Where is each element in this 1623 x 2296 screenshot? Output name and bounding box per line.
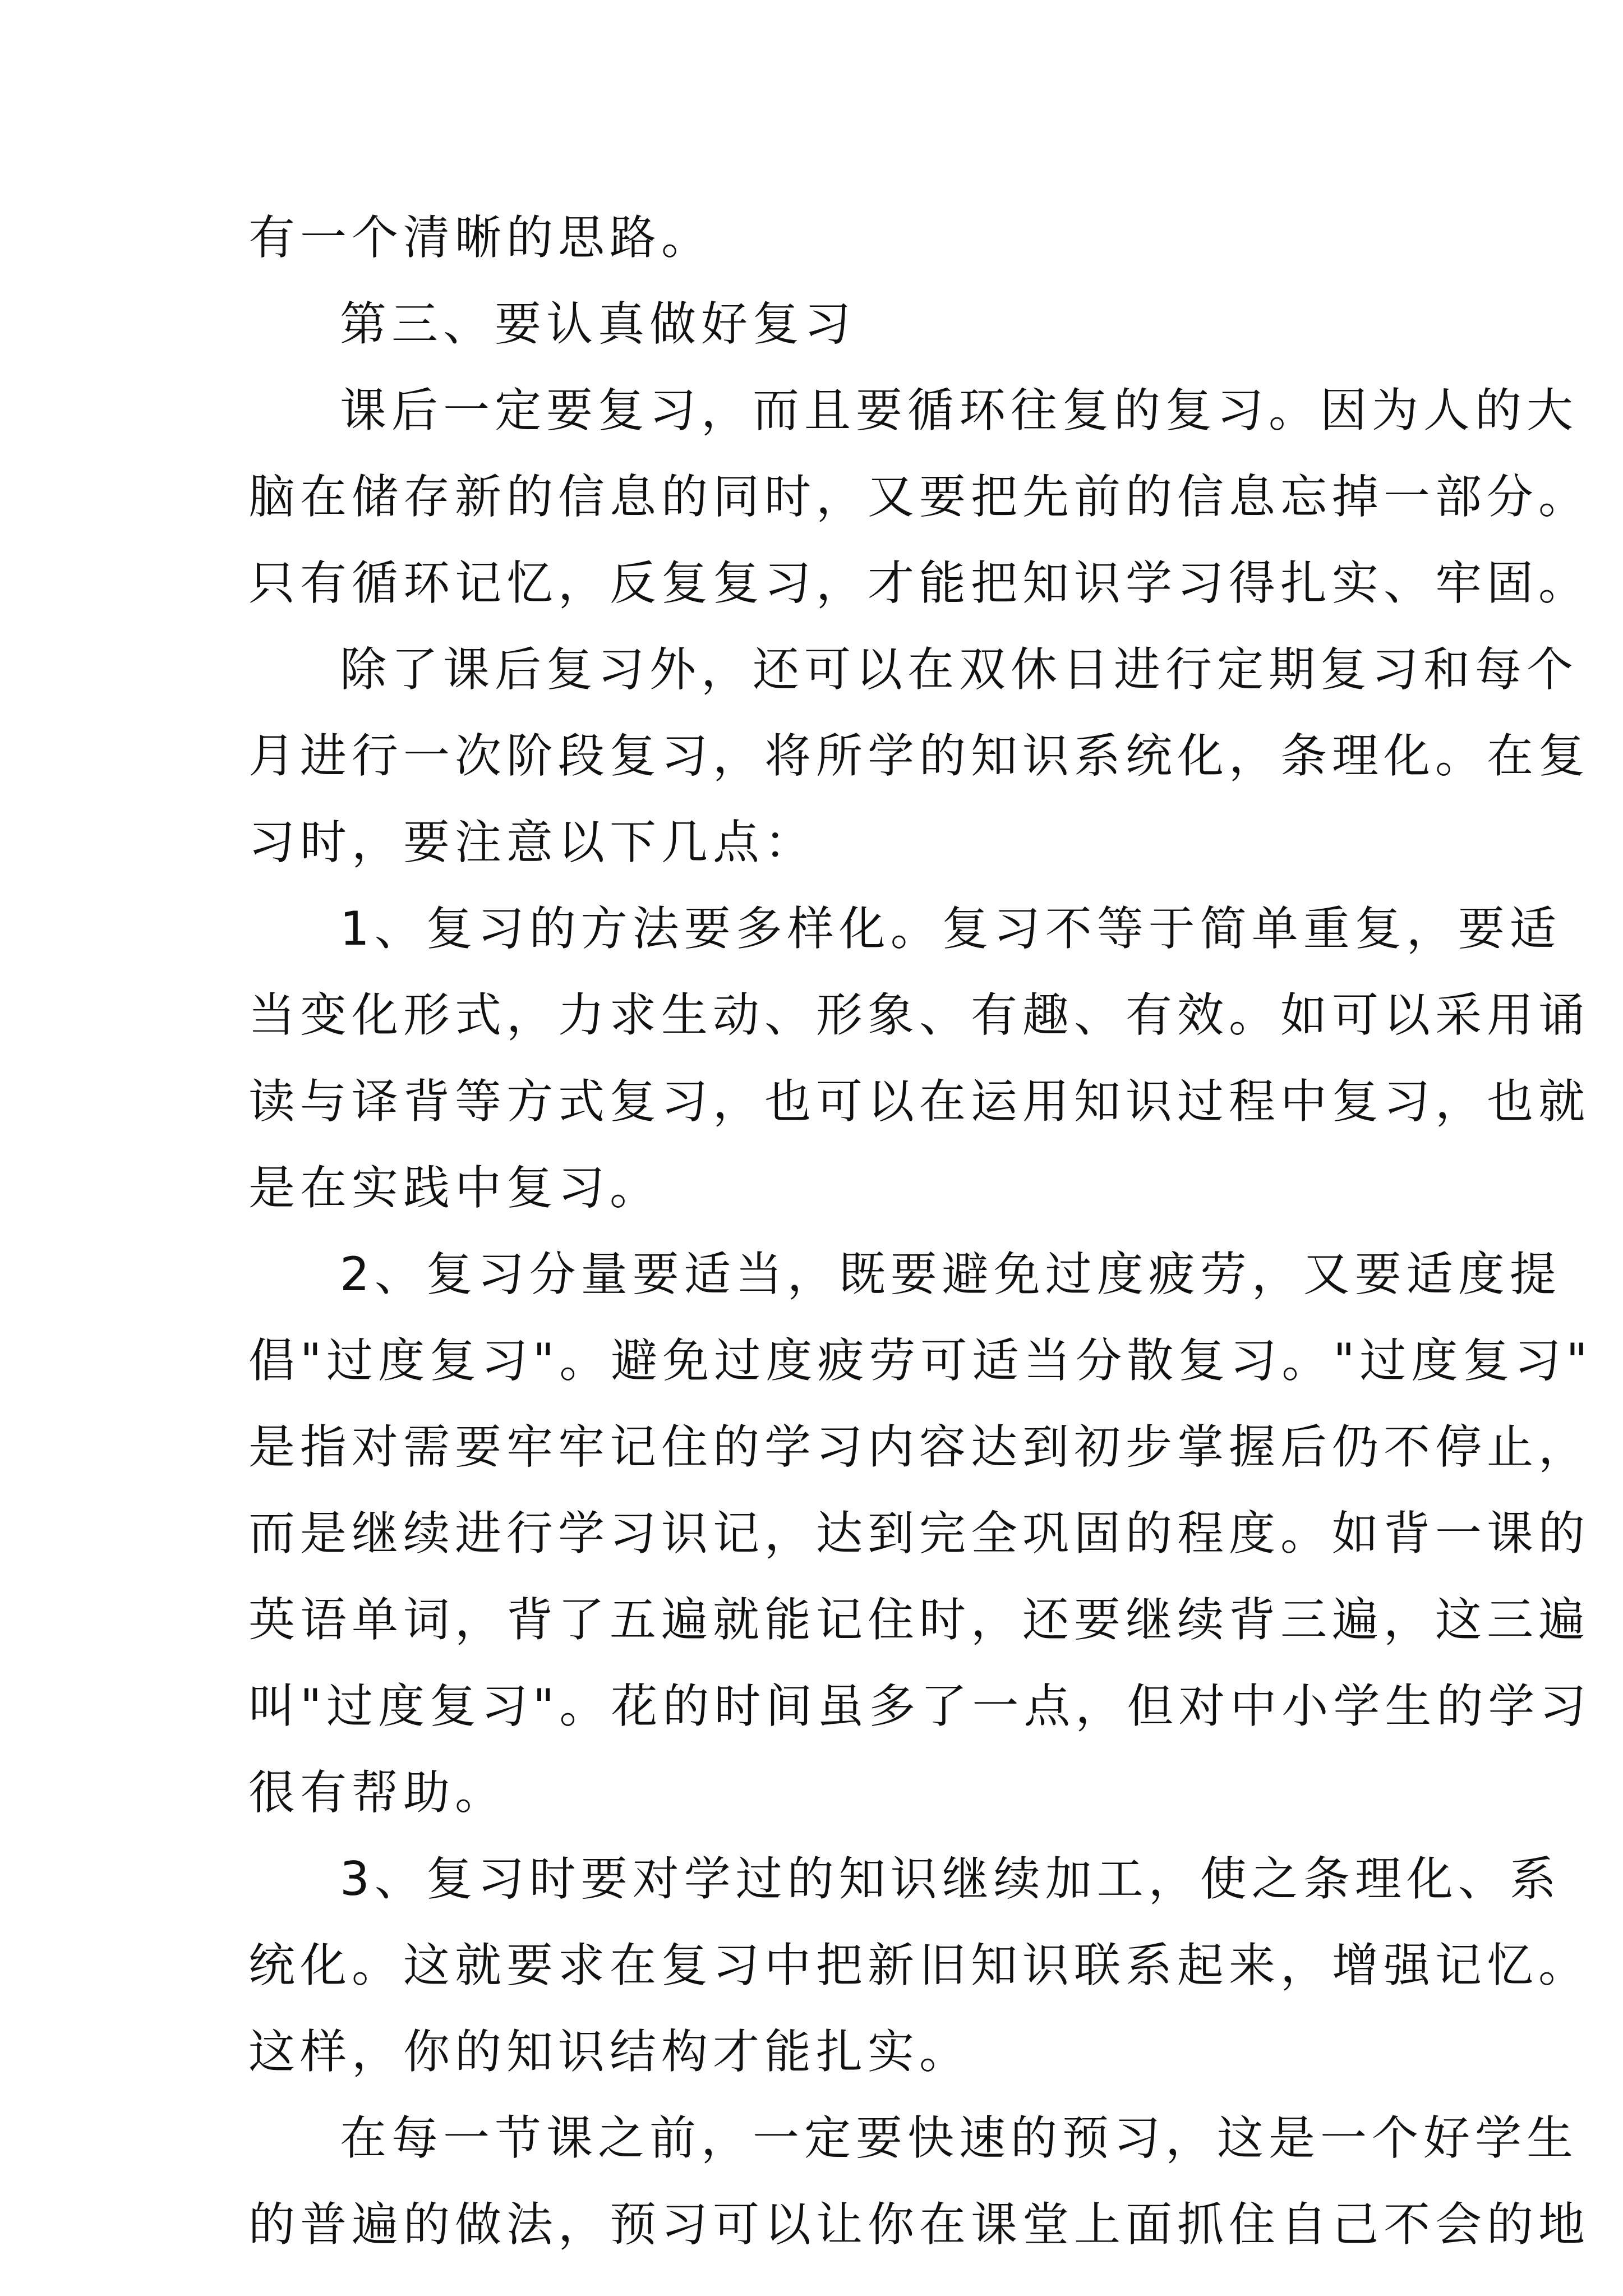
list-item-1-line-1: 1、复习的方法要多样化。复习不等于简单重复，要适	[340, 901, 1561, 956]
text-line-8: 习时，要注意以下几点：	[248, 815, 816, 869]
list-item-2-line-7: 很有帮助。	[248, 1765, 506, 1820]
list-item-2-line-5: 英语单词，背了五遍就能记住时，还要继续背三遍，这三遍	[248, 1593, 1590, 1647]
list-item-2-line-4: 而是继续进行学习识记，达到完全巩固的程度。如背一课的	[248, 1506, 1590, 1561]
section-heading: 第三、要认真做好复习	[340, 297, 856, 351]
text-line-6: 除了课后复习外，还可以在双休日进行定期复习和每个	[340, 642, 1578, 697]
text-line-24: 的普遍的做法，预习可以让你在课堂上面抓住自己不会的地	[248, 2197, 1590, 2252]
text-line-1: 有一个清晰的思路。	[248, 210, 713, 265]
list-item-1-line-4: 是在实践中复习。	[248, 1161, 661, 1215]
text-line-3: 课后一定要复习，而且要循环往复的复习。因为人的大	[340, 383, 1578, 438]
list-item-2-line-1: 2、复习分量要适当，既要避免过度疲劳，又要适度提	[340, 1247, 1561, 1301]
list-item-2-line-3: 是指对需要牢牢记住的学习内容达到初步掌握后仍不停止，	[248, 1420, 1590, 1474]
list-item-1-line-3: 读与译背等方式复习，也可以在运用知识过程中复习，也就	[248, 1074, 1590, 1129]
list-item-3-line-3: 这样，你的知识结构才能扎实。	[248, 2024, 971, 2079]
list-item-1-line-2: 当变化形式，力求生动、形象、有趣、有效。如可以采用诵	[248, 988, 1590, 1042]
list-item-2-line-2: 倡"过度复习"。避免过度疲劳可适当分散复习。"过度复习"	[248, 1333, 1593, 1388]
text-line-23: 在每一节课之前，一定要快速的预习，这是一个好学生	[340, 2111, 1578, 2165]
text-line-7: 月进行一次阶段复习，将所学的知识系统化，条理化。在复	[248, 729, 1590, 783]
text-line-5: 只有循环记忆，反复复习，才能把知识学习得扎实、牢固。	[248, 556, 1590, 610]
text-line-4: 脑在储存新的信息的同时，又要把先前的信息忘掉一部分。	[248, 470, 1590, 524]
list-item-2-line-6: 叫"过度复习"。花的时间虽多了一点，但对中小学生的学习	[248, 1679, 1592, 1733]
list-item-3-line-2: 统化。这就要求在复习中把新旧知识联系起来，增强记忆。	[248, 1938, 1590, 1993]
list-item-3-line-1: 3、复习时要对学过的知识继续加工，使之条理化、系	[340, 1852, 1561, 1906]
